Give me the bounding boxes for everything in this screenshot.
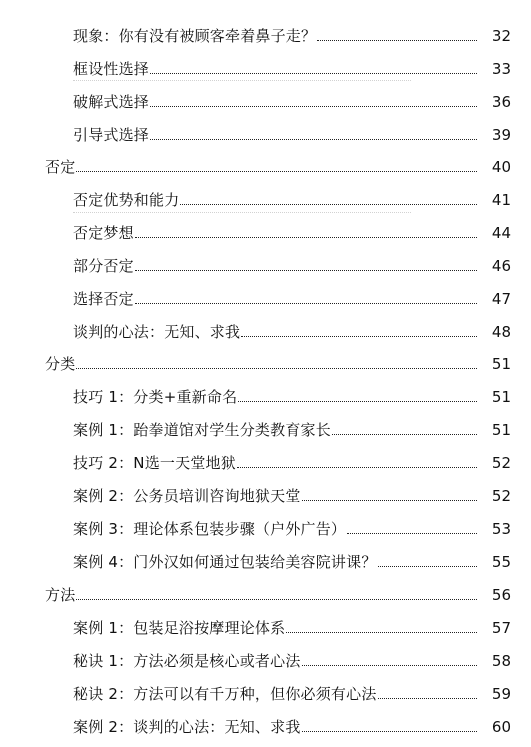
toc-leader-dots	[238, 400, 477, 402]
toc-entry	[73, 215, 511, 243]
toc-entry-title: 否定梦想	[73, 224, 134, 242]
toc-section-entry	[45, 149, 511, 177]
toc-section-page: 56	[491, 586, 511, 604]
toc-entry-title: 破解式选择	[73, 93, 150, 111]
toc-entry	[73, 51, 511, 79]
toc-entry-page: 51	[491, 421, 511, 439]
toc-entry	[73, 314, 511, 342]
toc-entry-page: 57	[491, 619, 511, 637]
toc-entry-title: 选择否定	[73, 290, 134, 308]
toc-entry-page: 47	[491, 290, 511, 308]
toc-leader-dots	[135, 236, 477, 238]
toc-section-page: 51	[491, 355, 511, 373]
toc-entry-page: 48	[491, 323, 511, 341]
toc-leader-dots	[302, 664, 477, 666]
toc-section-title: 否定	[45, 158, 76, 176]
toc-entry-page: 60	[491, 718, 511, 736]
toc-leader-dots	[150, 72, 477, 74]
toc-entry	[73, 248, 511, 276]
toc-entry	[73, 676, 511, 704]
toc-leader-dots	[302, 730, 477, 732]
toc-entry-page: 41	[491, 191, 511, 209]
toc-entry	[73, 412, 511, 440]
toc-section-title: 分类	[45, 355, 76, 373]
toc-leader-dots	[378, 565, 477, 567]
toc-entry	[73, 445, 511, 473]
toc-entry-title: 技巧 1：分类+重新命名	[73, 388, 238, 406]
toc-entry-title: 引导式选择	[73, 126, 150, 144]
toc-entry-page: 39	[491, 126, 511, 144]
toc-entry-title: 秘诀 2：方法可以有千万种，但你必须有心法	[73, 685, 377, 703]
toc-entry-title: 现象：你有没有被顾客牵着鼻子走？	[73, 27, 317, 45]
toc-leader-dots	[237, 466, 477, 468]
toc-entry	[73, 117, 511, 145]
toc-entry	[73, 182, 511, 210]
toc-leader-dots	[180, 203, 477, 205]
toc-entry-page: 46	[491, 257, 511, 275]
toc-entry	[73, 281, 511, 309]
faint-divider-line	[73, 212, 411, 213]
toc-entry-title: 部分否定	[73, 257, 134, 275]
toc-entry-page: 33	[491, 60, 511, 78]
toc-leader-dots	[76, 367, 477, 369]
toc-entry-page: 51	[491, 388, 511, 406]
toc-entry-title: 谈判的心法：无知、求我	[73, 323, 241, 341]
toc-entry-page: 36	[491, 93, 511, 111]
toc-entry-page: 44	[491, 224, 511, 242]
toc-entry-title: 案例 3：理论体系包装步骤（户外广告）	[73, 520, 347, 538]
toc-entry-title: 案例 4：门外汉如何通过包装给美容院讲课？	[73, 553, 377, 571]
toc-entry-title: 案例 2：谈判的心法：无知、求我	[73, 718, 301, 736]
toc-entry-title: 案例 1：包装足浴按摩理论体系	[73, 619, 286, 637]
toc-entry-title: 框设性选择	[73, 60, 150, 78]
toc-entry-page: 58	[491, 652, 511, 670]
toc-leader-dots	[317, 39, 477, 41]
toc-leader-dots	[332, 433, 477, 435]
toc-leader-dots	[241, 335, 477, 337]
toc-entry	[73, 709, 511, 737]
toc-entry-title: 否定优势和能力	[73, 191, 180, 209]
toc-entry-title: 技巧 2：N选一天堂地狱	[73, 454, 236, 472]
toc-entry-page: 32	[491, 27, 511, 45]
toc-entry	[73, 610, 511, 638]
toc-entry	[73, 643, 511, 671]
toc-section-entry	[45, 346, 511, 374]
toc-entry-page: 53	[491, 520, 511, 538]
toc-leader-dots	[150, 138, 477, 140]
toc-entry-page: 52	[491, 454, 511, 472]
toc-entry-page: 59	[491, 685, 511, 703]
toc-entry-title: 秘诀 1：方法必须是核心或者心法	[73, 652, 301, 670]
toc-entry-page: 52	[491, 487, 511, 505]
toc-leader-dots	[150, 105, 477, 107]
toc-leader-dots	[347, 532, 477, 534]
toc-leader-dots	[76, 170, 477, 172]
toc-leader-dots	[302, 499, 477, 501]
toc-entry	[73, 18, 511, 46]
toc-entry	[73, 511, 511, 539]
toc-entry-page: 55	[491, 553, 511, 571]
toc-entry	[73, 478, 511, 506]
toc-entry-title: 案例 2：公务员培训咨询地狱天堂	[73, 487, 301, 505]
toc-leader-dots	[135, 269, 477, 271]
toc-leader-dots	[135, 302, 477, 304]
toc-leader-dots	[76, 598, 477, 600]
toc-entry	[73, 544, 511, 572]
toc-leader-dots	[378, 697, 477, 699]
toc-section-entry	[45, 577, 511, 605]
toc-section-page: 40	[491, 158, 511, 176]
toc-entry	[73, 379, 511, 407]
toc-entry-title: 案例 1：跆拳道馆对学生分类教育家长	[73, 421, 331, 439]
toc-leader-dots	[286, 631, 477, 633]
toc-entry	[73, 84, 511, 112]
toc-section-title: 方法	[45, 586, 76, 604]
faint-divider-line	[73, 80, 411, 81]
